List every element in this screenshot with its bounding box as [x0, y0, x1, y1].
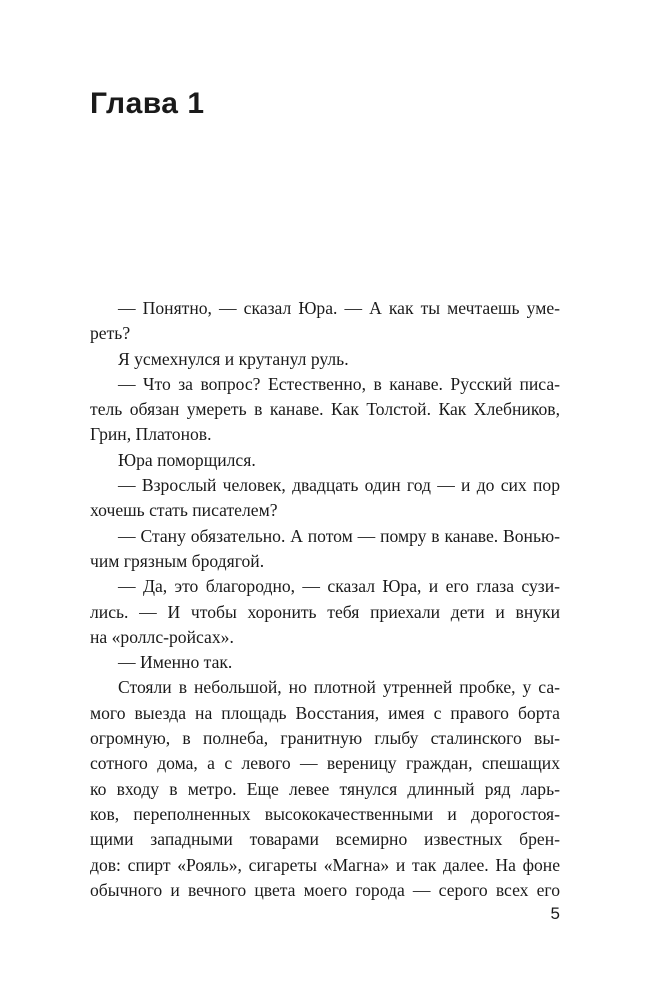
text-line: мого выезда на площадь Восстания, имея с правого борта	[90, 702, 560, 723]
text-line: щими западными товарами всемирно известных брен-	[90, 829, 560, 850]
text-line: — Именно так.	[118, 652, 233, 673]
text-line: реть?	[90, 323, 131, 344]
text-line: дов: спирт «Рояль», сигареты «Магна» и так далее. На фоне	[90, 854, 560, 875]
text-line: хочешь стать писателем?	[90, 500, 278, 521]
text-line: лись. — И чтобы хоронить тебя приехали дети и внуки	[90, 601, 560, 622]
page-number: 5	[550, 904, 560, 923]
text-line: ков, переполненных высококачественными и дорогостоя-	[90, 803, 560, 824]
text-line: чим грязным бродягой.	[90, 550, 265, 571]
text-line: — Стану обязательно. А потом — помру в канаве. Вонью-	[118, 525, 560, 546]
text-line: на «роллс-ройсах».	[90, 626, 234, 647]
text-line: ко входу в метро. Еще левее тянулся длинный ряд ларь-	[90, 778, 560, 799]
text-line: Стояли в небольшой, но плотной утренней пробке, у са-	[118, 677, 560, 698]
text-line: — Да, это благородно, — сказал Юра, и его глаза сузи-	[118, 576, 560, 597]
body-text	[90, 296, 560, 903]
text-line: — Понятно, — сказал Юра. — А как ты мечтаешь уме-	[118, 298, 560, 318]
chapter-title: Глава 1	[90, 87, 205, 120]
text-line: обычного и вечного цвета моего города — серого всех его	[90, 879, 560, 900]
text-line: Я усмехнулся и крутанул руль.	[118, 348, 349, 369]
text-line: огромную, в полнеба, гранитную глыбу сталинского вы-	[90, 728, 560, 749]
text-line: Юра поморщился.	[118, 449, 256, 470]
text-line: — Что за вопрос? Естественно, в канаве. Русский писа-	[118, 373, 560, 394]
text-line: сотного дома, а с левого — вереницу граждан, спешащих	[90, 753, 560, 774]
text-line: — Взрослый человек, двадцать один год — и до сих пор	[118, 475, 560, 496]
text-line: Грин, Платонов.	[90, 424, 212, 445]
text-line: тель обязан умереть в канаве. Как Толстой. Как Хлебников,	[90, 399, 560, 420]
